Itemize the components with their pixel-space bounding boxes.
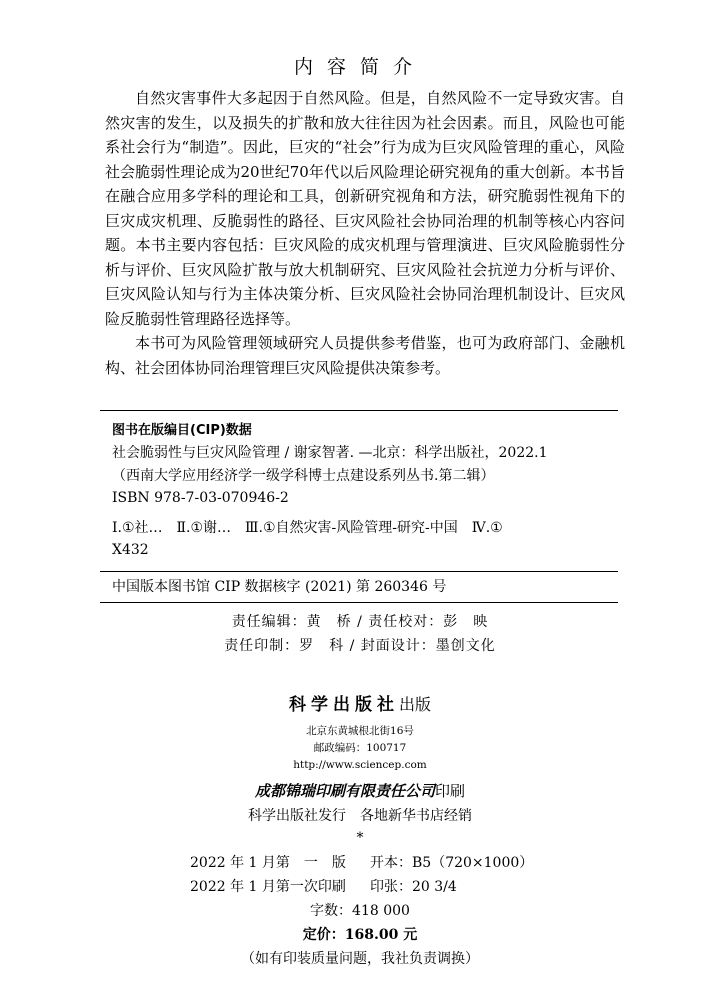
publisher-suffix: 出版 (398, 695, 431, 714)
printer-line (0, 780, 720, 801)
edition-notice: （如有印装质量问题，我社负责调换） (241, 951, 479, 967)
cip-core-number: 中国版本图书馆 CIP 数据核字 (2021) 第 260346 号 (112, 579, 447, 595)
edition-words: 字数：418 000 (310, 903, 410, 919)
page-title: 内容简介 (293, 56, 426, 78)
publisher-address: 北京东黄城根北街16号 (306, 725, 414, 737)
printer-suffix: 印刷 (435, 782, 466, 800)
publisher-block (0, 690, 720, 849)
intro-paragraph: 本书可为风险管理领域研究人员提供参考借鉴，也可为政府部门、金融机构、社会团体协同治理管理巨灾风险提供决策参考。 (105, 334, 625, 377)
cip-title-line: 社会脆弱性与巨灾风险管理 / 谢家智著. —北京：科学出版社，2022.1 (112, 445, 548, 462)
editors-line-1: 责任编辑：黄 桥 / 责任校对：彭 映 (231, 614, 489, 630)
edition-format: 开本：B5（720×1000） (370, 855, 534, 871)
intro-text (105, 86, 625, 380)
divider-bottom (100, 602, 618, 603)
distribution-line: 科学出版社发行 各地新华书店经销 (248, 808, 472, 824)
cip-block (112, 420, 617, 561)
publisher-name-line (0, 690, 720, 715)
publisher-name: 科学出版社 (288, 695, 399, 715)
printer-name: 成都锦瑞印刷有限责任公司 (254, 782, 435, 800)
divider-top (100, 410, 618, 411)
publisher-url: http://www.sciencep.com (293, 759, 427, 771)
editors-block (0, 610, 720, 658)
intro-paragraph: 自然灾害事件大多起因于自然风险。但是，自然风险不一定导致灾害。自然灾害的发生，以及损失的扩散和放大往往因为社会因素。而且，风险也可能系社会行为“制造”。因此，巨灾的“社会”行为成为巨灾风险管理的重心，风险社会脆弱性理论成为20世纪70年代以后风险理论研究视角的重大创新。本书旨在融合应用多学科的理论和工具，创新研究视角和方法，研究脆弱性视角下的巨灾成灾机理、反脆弱性的路径、巨灾风险社会协同治理的机制等核心内容问题。本书主要内容包括：巨灾风险的成灾机理与管理演进、巨灾风险脆弱性分析与评价、巨灾风险扩散与放大机制研究、巨灾风险社会抗逆力分析与评价、巨灾风险认知与行为主体决策分析、巨灾风险社会协同治理机制设计、巨灾风险反脆弱性管理路径选择等。 (105, 89, 625, 328)
cip-series-line: （西南大学应用经济学一级学科博士点建设系列丛书.第二辑） (112, 467, 495, 484)
cip-classification-code: X432 (112, 542, 149, 559)
edition-first: 2022 年 1 月第 一 版 (190, 855, 346, 871)
edition-sheets: 印张：20 3/4 (370, 879, 457, 895)
cip-heading: 图书在版编目(CIP)数据 (112, 423, 252, 438)
edition-price: 定价：168.00 元 (302, 927, 418, 943)
editors-line-2: 责任印制：罗 科 / 封面设计：墨创文化 (224, 638, 496, 654)
cip-isbn: ISBN 978-7-03-070946-2 (112, 490, 289, 507)
cip-classification: Ⅰ.①社… Ⅱ.①谢… Ⅲ.①自然灾害-风险管理-研究-中国 Ⅳ.① (112, 519, 503, 536)
publisher-postcode: 邮政编码：100717 (313, 742, 407, 754)
separator-star: * (356, 830, 364, 846)
divider-middle (100, 571, 618, 572)
edition-first-print: 2022 年 1 月第一次印刷 (190, 879, 346, 895)
cip-core-block (112, 576, 617, 598)
